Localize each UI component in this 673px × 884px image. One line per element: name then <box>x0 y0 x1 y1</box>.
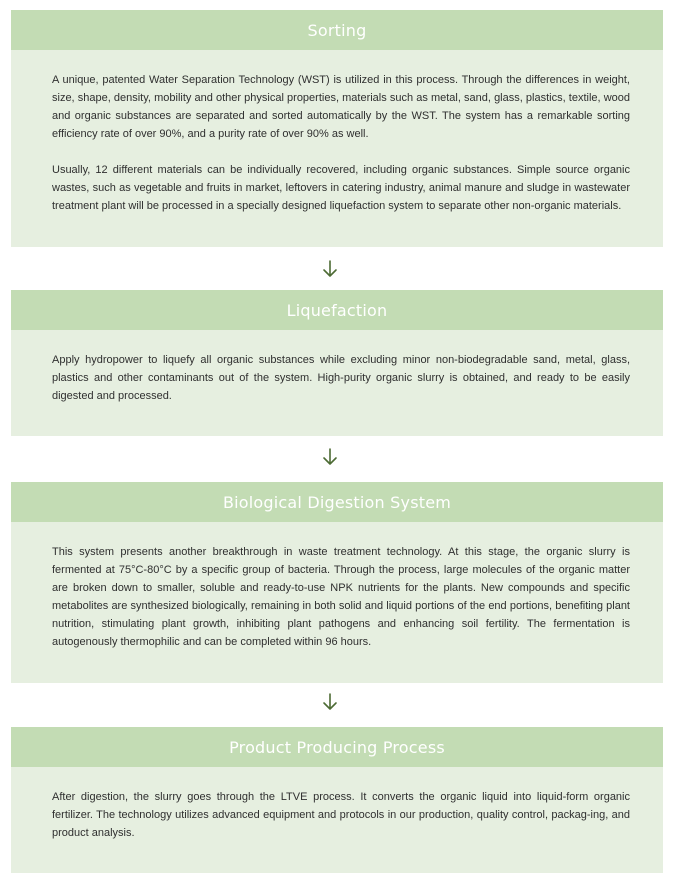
paragraph: A unique, patented Water Separation Technology (WST) is utilized in this process. Through the differences in weight, size, shape, density, mobility and other physical properties, materials such as metal, sand, glass, plastics, textile, wood and organic substances are separated and sorted automatically by the WST. The system has a remarkable sorting efficiency rate of over 90%, and a purity rate of over 90% as well. <box>52 74 630 140</box>
stage-title: Biological Digestion System <box>11 482 663 522</box>
paragraph: This system presents another breakthrough in waste treatment technology. At this stage, the organic slurry is fermented at 75°C-80°C by a specific group of bacteria. Through the process, large molecules of the organic matter are broken down to smaller, soluble and ready-to-use NPK nutrients for the plants. New compounds and specific metabolites are synthesized biologically, remaining in both solid and liquid portions of the end portions, benefiting plant nutrition, stimulating plant growth, inhibiting plant pathogens and enhancing soil fertility. The fermentation is autogenously thermophilic and can be completed within 96 hours. <box>52 546 630 648</box>
arrow-down-icon <box>320 692 340 712</box>
stage-description <box>11 330 663 436</box>
stage-title: Product Producing Process <box>11 727 663 767</box>
arrow-down-icon <box>320 447 340 467</box>
stage-title: Liquefaction <box>11 290 663 330</box>
stage-description <box>11 50 663 247</box>
stage-description <box>11 522 663 683</box>
paragraph: Apply hydropower to liquefy all organic substances while excluding minor non-biodegradable sand, metal, glass, plastics and other contaminants out of the system. High-purity organic slurry is obtained, and ready to be easily digested and processed. <box>52 354 630 402</box>
stage-sorting <box>11 10 663 247</box>
stage-description <box>11 767 663 873</box>
paragraph: Usually, 12 different materials can be individually recovered, including organic substances. Simple source organic wastes, such as vegetable and fruits in market, leftovers in catering industry, animal manure and sludge in wastewater treatment plant will be processed in a specially designed liquefaction system to separate other non-organic materials. <box>52 164 630 212</box>
stage-liquefaction <box>11 290 663 436</box>
stage-biological-digestion <box>11 482 663 683</box>
stage-product-producing <box>11 727 663 873</box>
paragraph: After digestion, the slurry goes through the LTVE process. It converts the organic liquid into liquid-form organic fertilizer. The technology utilizes advanced equipment and protocols in our production, quality control, packag-ing, and product analysis. <box>52 791 630 839</box>
stage-title: Sorting <box>11 10 663 50</box>
arrow-down-icon <box>320 259 340 279</box>
